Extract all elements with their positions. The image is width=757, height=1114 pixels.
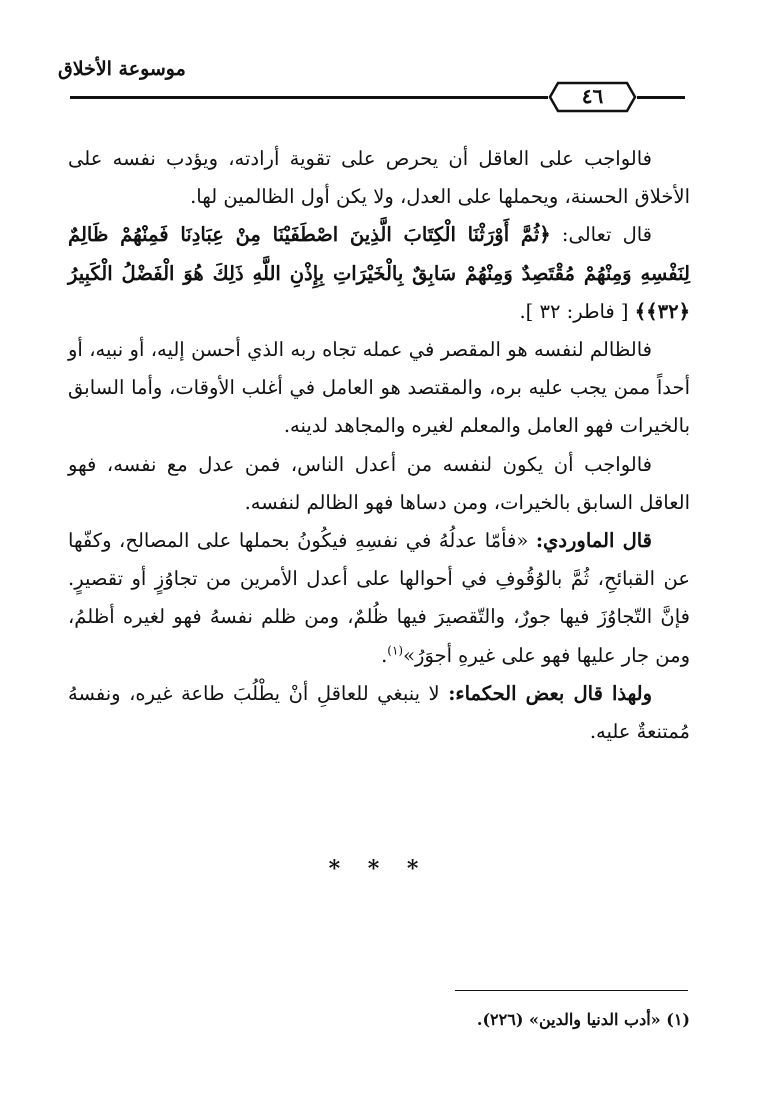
main-text xyxy=(68,140,690,751)
page-number-frame xyxy=(548,80,637,114)
quote-mawardi: «فأمّا عدلُهُ في نفسِهِ فيكُونُ بحملها على المصالح، وكفّها عن القبائحِ، ثُمَّ بالوُقُوفِ في أحوالها على أعدل الأمرين من تجاوُزٍ أو تقصيرٍ. فإنَّ التّجاوُزَ فيها جورٌ، والتّقصيرَ فيها ظُلمٌ، ومن ظلم نفسهُ فهو لغيره أظلمُ، ومن جار عليها فهو على غيرهِ أجوَرُ» xyxy=(68,529,690,667)
quote-speaker-sages: ولهذا قال بعض الحكماء: xyxy=(448,681,653,705)
footnote-marker: (١) xyxy=(387,643,404,658)
paragraph-6 xyxy=(68,675,690,751)
quote-speaker-mawardi: قال الماوردي: xyxy=(535,529,652,553)
verse-reference: [ فاطر: ٣٢ ]. xyxy=(519,299,629,323)
running-header-title: موسوعة الأخلاق xyxy=(58,58,186,80)
footnote: (١) «أدب الدنيا والدين» (٢٢٦). xyxy=(476,1010,690,1029)
footnote-rule xyxy=(455,990,688,991)
paragraph-5 xyxy=(68,522,690,675)
section-separator: * * * xyxy=(328,856,429,882)
quote-end: . xyxy=(381,643,388,667)
quote-sages: لا ينبغي للعاقلِ أنْ يطْلُبَ طاعة غيره، ونفسهُ مُمتنعةٌ عليه. xyxy=(68,681,690,744)
quran-verse: ﴿ثُمَّ أَوْرَثْنَا الْكِتَابَ الَّذِينَ اصْطَفَيْنَا مِنْ عِبَادِنَا فَمِنْهُمْ ظَالِمٌ لِنَفْسِهِ وَمِنْهُمْ مُقْتَصِدٌ وَمِنْهُمْ سَابِقٌ بِالْخَيْرَاتِ بِإِذْنِ اللَّهِ ذَلِكَ هُوَ الْفَضْلُ الْكَبِيرُ ﴿٣٢﴾﴾ xyxy=(68,223,690,323)
paragraph-3: فالظالم لنفسه هو المقصر في عمله تجاه ربه الذي أحسن إليه، أو نبيه، أو أحداً ممن يجب عليه بره، والمقتصد هو العامل في أغلب الأوقات، وأما السابق بالخيرات فهو العامل والمعلم لغيره والمجاهد لدينه. xyxy=(68,338,690,438)
header-rule-left xyxy=(70,96,548,99)
paragraph-1: فالواجب على العاقل أن يحرص على تقوية أرادته، ويؤدب نفسه على الأخلاق الحسنة، ويحملها على العدل، ولا يكن أول الظالمين لها. xyxy=(68,147,690,209)
page-number: ٤٦ xyxy=(581,84,604,108)
paragraph-2 xyxy=(68,216,690,331)
quran-intro: قال تعالى: xyxy=(561,223,653,247)
paragraph-4: فالواجب أن يكون لنفسه من أعدل الناس، فمن عدل مع نفسه، فهو العاقل السابق بالخيرات، ومن دساها فهو الظالم لنفسه. xyxy=(68,452,690,514)
header-rule-right xyxy=(637,96,685,99)
